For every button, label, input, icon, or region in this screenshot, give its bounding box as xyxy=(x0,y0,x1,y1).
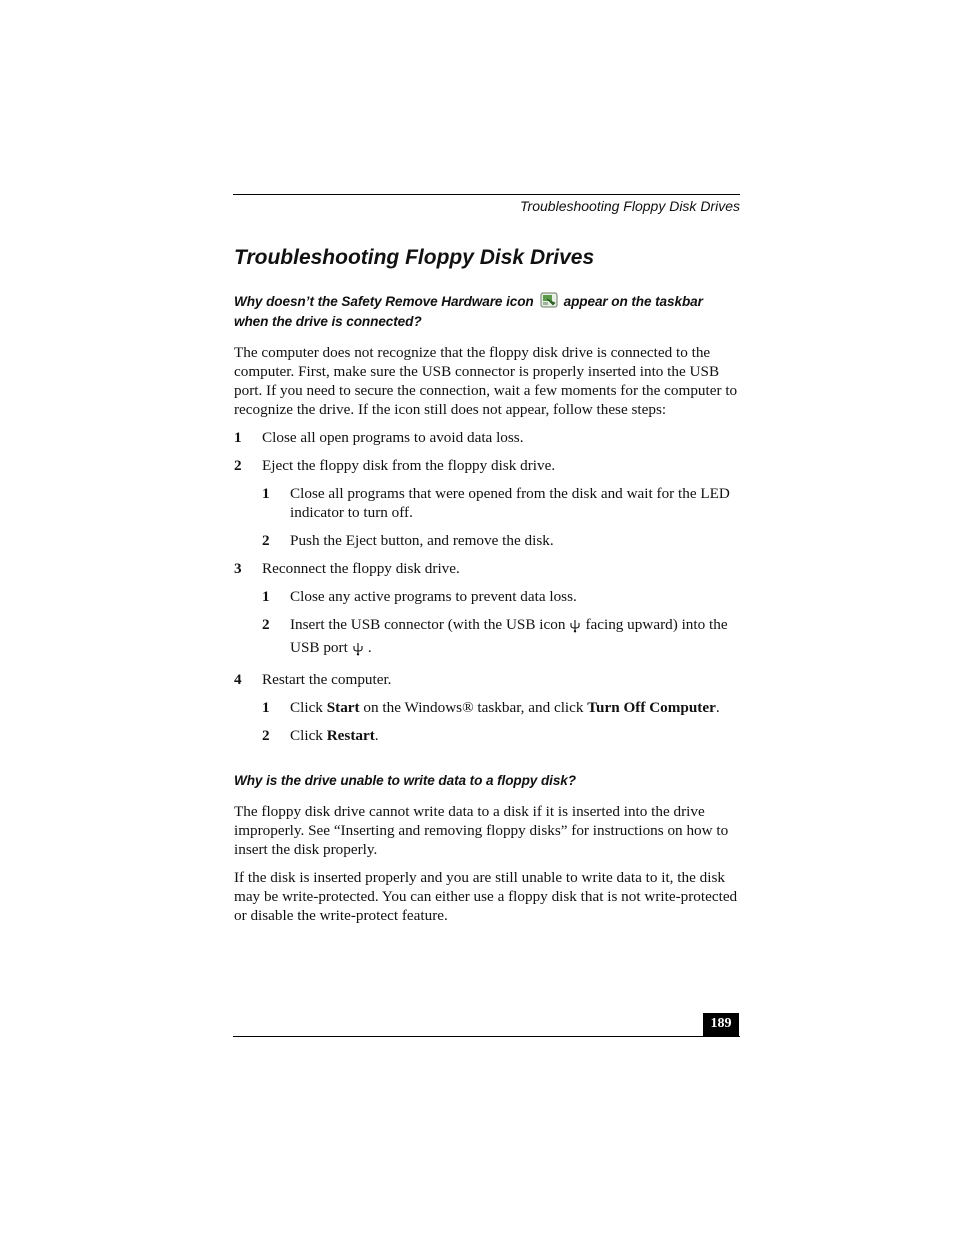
start-label: Start xyxy=(326,699,360,716)
substep-text: Close all programs that were opened from the disk and wait for the LED indicator to turn off. xyxy=(290,485,730,521)
substep-number: 2 xyxy=(262,727,270,744)
substep-text-a: Insert the USB connector (with the USB icon xyxy=(290,616,566,633)
question-heading-2: Why is the drive unable to write data to a floppy disk? xyxy=(234,773,576,788)
running-header: Troubleshooting Floppy Disk Drives xyxy=(520,198,740,214)
step-2 xyxy=(234,456,739,475)
header-rule xyxy=(233,194,740,195)
substep-text xyxy=(290,698,720,717)
step-3-substep-2 xyxy=(262,615,739,661)
page-title: Troubleshooting Floppy Disk Drives xyxy=(234,246,595,269)
substep-number: 1 xyxy=(262,699,270,716)
substep-number: 1 xyxy=(262,485,270,502)
intro-paragraph: The computer does not recognize that the floppy disk drive is connected to the computer. First, make sure the USB connector is properly inserted into the USB port. If you need to secure the connection, wait a few moments for the computer to recognize the drive. If the icon still does not appear, follow these steps: xyxy=(234,344,738,418)
safety-remove-hardware-icon xyxy=(540,292,558,313)
step-4-substep-1 xyxy=(262,698,739,717)
question-heading-1 xyxy=(234,292,739,331)
step-4 xyxy=(234,670,739,689)
turn-off-computer-label: Turn Off Computer xyxy=(587,699,716,716)
substep-text-c: . xyxy=(367,639,372,656)
substep-text xyxy=(290,726,379,745)
step-text: Close all open programs to avoid data loss. xyxy=(262,429,524,446)
step-number: 4 xyxy=(234,671,242,688)
substep-number: 2 xyxy=(262,532,270,549)
question-1-part-1: Why doesn’t the Safety Remove Hardware icon xyxy=(234,294,534,310)
restart-label: Restart xyxy=(326,727,375,744)
write-paragraph-2: If the disk is inserted properly and you are still unable to write data to it, the disk may be write-protected. You can either use a floppy disk that is not write-protected or disable the write-protect feature. xyxy=(234,869,738,924)
step-3-substep-1 xyxy=(262,587,739,606)
page-number: 189 xyxy=(703,1013,739,1037)
page-content xyxy=(234,244,739,934)
substep-number: 1 xyxy=(262,588,270,605)
usb-icon xyxy=(568,619,582,638)
substep-text: Close any active programs to prevent data loss. xyxy=(290,588,577,605)
write-paragraph-1: The floppy disk drive cannot write data to a disk if it is inserted into the drive improperly. See “Inserting and removing floppy disks” for instructions on how to insert the disk properly. xyxy=(234,803,729,858)
step-text: Reconnect the floppy disk drive. xyxy=(262,560,460,577)
substep-text-b: facing upward) into the USB port xyxy=(290,616,728,656)
text-pre: Click xyxy=(290,699,327,716)
step-4-substep-2 xyxy=(262,726,739,745)
text-mid: on the Windows® taskbar, and click xyxy=(359,699,588,716)
step-number: 3 xyxy=(234,560,242,577)
usb-port-icon xyxy=(351,642,365,661)
substep-text: Push the Eject button, and remove the disk. xyxy=(290,532,554,549)
substep-text xyxy=(290,615,739,661)
substep-number: 2 xyxy=(262,616,270,633)
text-post: . xyxy=(715,699,720,716)
step-3 xyxy=(234,559,739,578)
step-2-substep-2 xyxy=(262,531,739,550)
text-pre: Click xyxy=(290,727,327,744)
step-1 xyxy=(234,428,739,447)
step-number: 1 xyxy=(234,429,242,446)
step-text: Restart the computer. xyxy=(262,671,392,688)
step-text: Eject the floppy disk from the floppy disk drive. xyxy=(262,457,556,474)
step-2-substep-1 xyxy=(262,484,739,522)
step-number: 2 xyxy=(234,457,242,474)
footer-rule xyxy=(233,1036,740,1037)
text-post: . xyxy=(374,727,379,744)
question-1-part-2: appear on the taskbar when the drive is connected? xyxy=(234,294,703,329)
